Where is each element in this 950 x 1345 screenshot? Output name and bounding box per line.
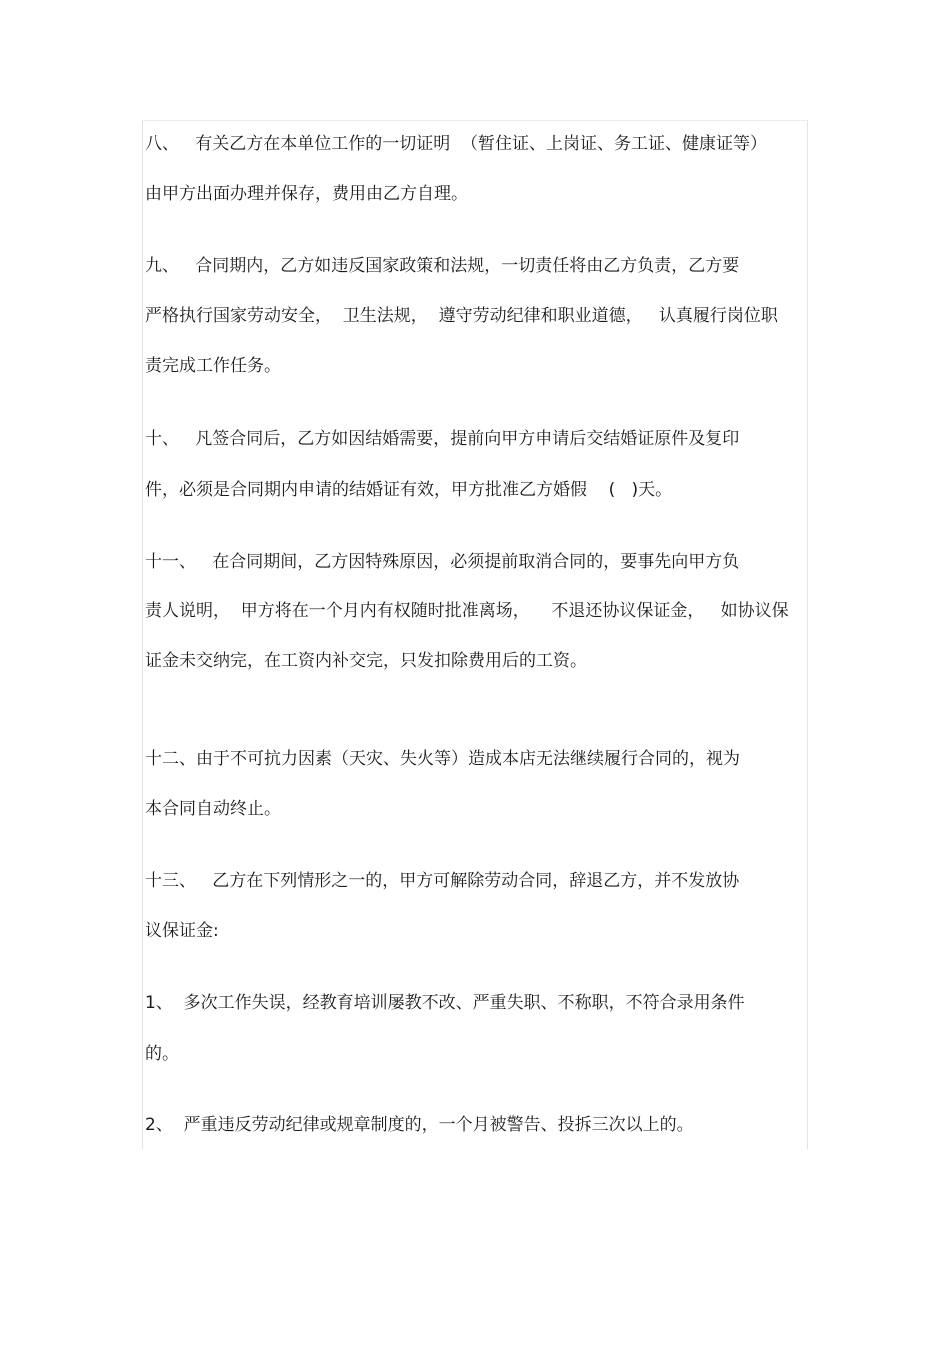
clause-8-line-1: 八、 有关乙方在本单位工作的一切证明 （暂住证、上岗证、务工证、健康证等） — [145, 134, 768, 154]
clause-9-line-2: 严格执行国家劳动安全， 卫生法规， 遵守劳动纪律和职业道德， 认真履行岗位职 — [145, 306, 778, 326]
item-1-line-2: 的。 — [145, 1044, 179, 1064]
clause-11-line-2: 责人说明， 甲方将在一个月内有权随时批准离场， 不退还协议保证金， 如协议保 — [145, 601, 789, 621]
clause-13-line-1: 十三、 乙方在下列情形之一的，甲方可解除劳动合同，辞退乙方，并不发放协 — [145, 871, 740, 891]
clause-11-line-3: 证金未交纳完，在工资内补交完，只发扣除费用后的工资。 — [145, 651, 587, 671]
clause-12-line-2: 本合同自动终止。 — [145, 799, 281, 819]
item-2-line-1: 2、 严重违反劳动纪律或规章制度的，一个月被警告、投拆三次以上的。 — [145, 1115, 694, 1135]
clause-10-line-1: 十、 凡签合同后，乙方如因结婚需要，提前向甲方申请后交结婚证原件及复印 — [145, 429, 740, 449]
clause-13-line-2: 议保证金: — [145, 921, 219, 941]
clause-10-line-2: 件，必须是合同期内申请的结婚证有效，甲方批准乙方婚假 ( )天。 — [145, 480, 673, 500]
clause-8-line-2: 由甲方出面办理并保存，费用由乙方自理。 — [145, 184, 468, 204]
clause-9-line-3: 责完成工作任务。 — [145, 356, 281, 376]
clause-11-line-1: 十一、 在合同期间，乙方因特殊原因，必须提前取消合同的，要事先向甲方负 — [145, 552, 740, 572]
item-1-line-1: 1、 多次工作失误，经教育培训屡教不改、严重失职、不称职，不符合录用条件 — [145, 993, 745, 1013]
clause-12-line-1: 十二、由于不可抗力因素（天灾、失火等）造成本店无法继续履行合同的，视为 — [145, 749, 740, 769]
clause-9-line-1: 九、 合同期内，乙方如违反国家政策和法规，一切责任将由乙方负责，乙方要 — [145, 256, 740, 276]
